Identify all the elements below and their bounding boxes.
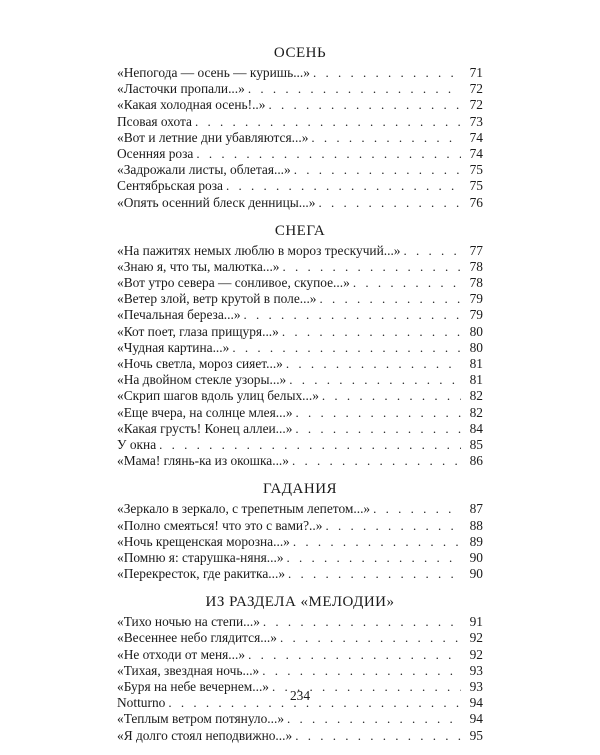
entry-title: Сентябрьская роза xyxy=(117,178,223,194)
entry-page: 78 xyxy=(469,275,483,291)
dot-leader xyxy=(283,259,461,275)
entry-title: «Я долго стоял неподвижно...» xyxy=(117,727,293,743)
toc-entry xyxy=(117,162,483,178)
dot-leader xyxy=(268,97,461,113)
entry-title: «Вот и летние дни убавляются...» xyxy=(117,129,309,145)
dot-leader xyxy=(320,291,461,307)
dot-leader xyxy=(313,65,461,81)
dot-leader xyxy=(294,162,461,178)
entry-title: Псовая охота xyxy=(117,113,192,129)
dot-leader xyxy=(296,405,461,421)
dot-leader xyxy=(311,130,461,146)
entry-title: «Не отходи от меня...» xyxy=(117,646,246,662)
entry-page: 82 xyxy=(469,404,483,420)
entry-title: «На двойном стекле узоры...» xyxy=(117,372,287,388)
toc-entry xyxy=(117,388,483,404)
entry-page: 71 xyxy=(469,65,483,80)
dot-leader xyxy=(318,195,461,211)
toc-entry xyxy=(117,97,483,113)
toc-entry xyxy=(117,437,483,453)
entry-title: «На пажитях немых люблю в мороз трескучий...» xyxy=(117,242,401,258)
dot-leader xyxy=(226,178,461,194)
toc-list xyxy=(117,65,483,211)
dot-leader xyxy=(262,663,461,679)
entry-page: 78 xyxy=(469,258,483,274)
toc-entry xyxy=(117,421,483,437)
toc-entry xyxy=(117,114,483,130)
toc-entry xyxy=(117,178,483,194)
section-melodii xyxy=(117,593,483,744)
entry-page: 77 xyxy=(469,242,483,258)
toc-entry xyxy=(117,195,483,211)
entry-page: 74 xyxy=(469,129,483,145)
dot-leader xyxy=(280,630,461,646)
dot-leader xyxy=(244,307,461,323)
entry-page: 95 xyxy=(469,727,483,743)
entry-title: Осенняя роза xyxy=(117,145,194,161)
dot-leader xyxy=(232,340,461,356)
toc-entry xyxy=(117,356,483,372)
toc-entry xyxy=(117,550,483,566)
entry-page: 89 xyxy=(469,533,483,549)
entry-page: 87 xyxy=(469,501,483,517)
toc-entry xyxy=(117,518,483,534)
toc-entry xyxy=(117,146,483,162)
entry-title: «Ночь крещенская морозна...» xyxy=(117,533,290,549)
entry-title: «Задрожали листы, облетая...» xyxy=(117,162,291,178)
toc-entry xyxy=(117,324,483,340)
entry-page: 88 xyxy=(469,517,483,533)
toc-list xyxy=(117,501,483,582)
entry-title: «Еще вчера, на солнце млея...» xyxy=(117,404,293,420)
dot-leader xyxy=(292,453,461,469)
toc-entry xyxy=(117,534,483,550)
toc-list xyxy=(117,614,483,744)
dot-leader xyxy=(288,566,461,582)
toc-entry xyxy=(117,372,483,388)
entry-title: «Тихо ночью на степи...» xyxy=(117,614,260,630)
dot-leader xyxy=(263,614,461,630)
entry-page: 91 xyxy=(469,614,483,630)
entry-title: «Перекресток, где ракитка...» xyxy=(117,566,286,582)
section-title: ГАДАНИЯ xyxy=(262,481,338,498)
entry-title: Notturno xyxy=(117,695,166,711)
toc-entry xyxy=(117,291,483,307)
toc-list xyxy=(117,243,483,470)
entry-title: «Тихая, звездная ночь...» xyxy=(117,662,260,678)
toc-entry xyxy=(117,630,483,646)
dot-leader xyxy=(295,421,461,437)
entry-title: «Буря на небе вечернем...» xyxy=(117,679,269,694)
toc-entry xyxy=(117,566,483,582)
section-gadaniya xyxy=(117,480,483,582)
entry-title: У окна xyxy=(117,436,157,452)
entry-page: 93 xyxy=(469,679,483,694)
entry-page: 90 xyxy=(469,549,483,565)
entry-title: «Вот утро севера — сонливое, скупое...» xyxy=(117,275,350,291)
entry-page: 72 xyxy=(469,97,483,113)
table-of-contents xyxy=(117,44,483,755)
toc-entry xyxy=(117,614,483,630)
section-snega xyxy=(117,222,483,470)
dot-leader xyxy=(353,275,461,291)
page-number: 234 xyxy=(289,688,311,703)
dot-leader xyxy=(286,356,461,372)
toc-entry xyxy=(117,647,483,663)
entry-page: 79 xyxy=(469,291,483,307)
dot-leader xyxy=(295,728,461,744)
entry-title: «Ласточки пропали...» xyxy=(117,81,245,97)
entry-page: 92 xyxy=(469,630,483,646)
entry-title: «Непогода — осень — куришь...» xyxy=(117,65,310,80)
entry-title: «Теплым ветром потянуло...» xyxy=(117,711,285,727)
entry-title: «Печальная береза...» xyxy=(117,307,241,323)
dot-leader xyxy=(289,372,461,388)
entry-title: «Знаю я, что ты, малютка...» xyxy=(117,258,280,274)
entry-page: 74 xyxy=(469,145,483,161)
entry-title: «Мама! глянь-ка из окошка...» xyxy=(117,453,289,469)
entry-page: 92 xyxy=(469,646,483,662)
section-title: ИЗ РАЗДЕЛА «МЕЛОДИИ» xyxy=(205,594,395,611)
dot-leader xyxy=(287,711,461,727)
entry-page: 94 xyxy=(469,695,483,711)
entry-title: «Ветер злой, ветр крутой в поле...» xyxy=(117,291,317,307)
dot-leader xyxy=(287,550,461,566)
dot-leader xyxy=(293,534,461,550)
dot-leader xyxy=(322,388,461,404)
entry-page: 81 xyxy=(469,356,483,371)
toc-entry xyxy=(117,728,483,744)
dot-leader xyxy=(373,501,461,517)
entry-title: «Весеннее небо глядится...» xyxy=(117,630,277,646)
toc-entry xyxy=(117,130,483,146)
entry-title: «Помню я: старушка-няня...» xyxy=(117,549,284,565)
entry-page: 72 xyxy=(469,81,483,97)
entry-page: 85 xyxy=(469,436,483,452)
entry-title: «Какая холодная осень!..» xyxy=(117,97,266,113)
entry-page: 94 xyxy=(469,711,483,727)
toc-entry xyxy=(117,711,483,727)
toc-entry xyxy=(117,340,483,356)
toc-entry xyxy=(117,259,483,275)
entry-title: «Скрип шагов вдоль улиц белых...» xyxy=(117,388,319,404)
entry-page: 80 xyxy=(469,339,483,355)
dot-leader xyxy=(195,114,461,130)
dot-leader xyxy=(282,324,461,340)
dot-leader xyxy=(404,243,462,259)
entry-page: 82 xyxy=(469,388,483,404)
dot-leader xyxy=(325,518,461,534)
entry-page: 86 xyxy=(469,453,483,469)
dot-leader xyxy=(248,81,461,97)
dot-leader xyxy=(196,146,461,162)
entry-page: 75 xyxy=(469,178,483,194)
toc-entry xyxy=(117,307,483,323)
entry-page: 93 xyxy=(469,662,483,678)
entry-title: «Опять осенний блеск денницы...» xyxy=(117,194,316,210)
entry-page: 75 xyxy=(469,162,483,178)
entry-title: «Чудная картина...» xyxy=(117,339,230,355)
toc-entry xyxy=(117,243,483,259)
section-osen xyxy=(117,44,483,211)
dot-leader xyxy=(248,647,461,663)
section-title: СНЕГА xyxy=(274,222,326,239)
toc-entry xyxy=(117,501,483,517)
entry-title: «Какая грусть! Конец аллеи...» xyxy=(117,420,293,436)
toc-entry xyxy=(117,65,483,81)
section-title: ОСЕНЬ xyxy=(273,45,327,61)
toc-entry xyxy=(117,275,483,291)
entry-page: 76 xyxy=(469,194,483,210)
entry-page: 84 xyxy=(469,420,483,436)
entry-title: «Зеркало в зеркало, с трепетным лепетом...» xyxy=(117,501,371,517)
toc-entry xyxy=(117,81,483,97)
entry-page: 90 xyxy=(469,566,483,582)
entry-page: 79 xyxy=(469,307,483,323)
dot-leader xyxy=(159,437,461,453)
entry-page: 80 xyxy=(469,323,483,339)
toc-entry xyxy=(117,663,483,679)
entry-page: 73 xyxy=(469,113,483,129)
toc-entry xyxy=(117,405,483,421)
toc-entry xyxy=(117,453,483,469)
entry-title: «Кот поет, глаза прищуря...» xyxy=(117,323,279,339)
entry-page: 81 xyxy=(469,372,483,388)
entry-title: «Ночь светла, мороз сияет...» xyxy=(117,356,283,371)
entry-title: «Полно смеяться! что это с вами?..» xyxy=(117,517,323,533)
